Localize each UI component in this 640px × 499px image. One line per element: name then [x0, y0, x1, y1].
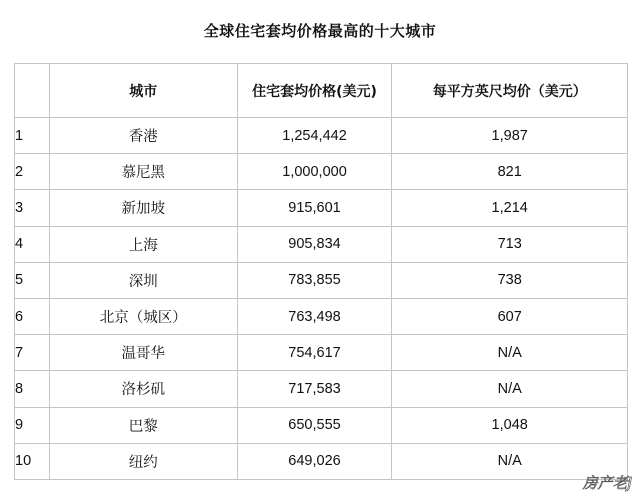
avg-price-cell: 783,855 — [237, 262, 392, 298]
header-rank — [15, 64, 50, 118]
table-row — [15, 407, 628, 443]
city-cell: 温哥华 — [49, 335, 237, 371]
table-row — [15, 154, 628, 190]
watermark-logo: 房产老J — [582, 474, 632, 492]
per-sqft-cell: 821 — [392, 154, 628, 190]
avg-price-cell: 649,026 — [237, 443, 392, 479]
rank-cell: 8 — [15, 371, 50, 407]
table-title: 全球住宅套均价格最高的十大城市 — [203, 22, 437, 40]
per-sqft-cell: 738 — [392, 262, 628, 298]
table-row — [15, 226, 628, 262]
per-sqft-cell: 607 — [392, 298, 628, 334]
avg-price-cell: 650,555 — [237, 407, 392, 443]
city-cell: 慕尼黑 — [49, 154, 237, 190]
avg-price-cell: 754,617 — [237, 335, 392, 371]
avg-price-cell: 1,254,442 — [237, 118, 392, 154]
table-body — [15, 118, 628, 480]
city-cell: 上海 — [49, 226, 237, 262]
table-row — [15, 371, 628, 407]
rank-cell: 4 — [15, 226, 50, 262]
per-sqft-cell: 713 — [392, 226, 628, 262]
avg-price-cell: 763,498 — [237, 298, 392, 334]
rank-cell: 6 — [15, 298, 50, 334]
table-row — [15, 190, 628, 226]
per-sqft-cell: N/A — [392, 335, 628, 371]
rank-cell: 5 — [15, 262, 50, 298]
header-per-sqft: 每平方英尺均价（美元） — [392, 64, 628, 118]
city-cell: 纽约 — [49, 443, 237, 479]
rank-cell: 3 — [15, 190, 50, 226]
rank-cell: 9 — [15, 407, 50, 443]
table-row — [15, 262, 628, 298]
header-avg-price: 住宅套均价格(美元) — [237, 64, 392, 118]
city-cell: 新加坡 — [49, 190, 237, 226]
per-sqft-cell: N/A — [392, 371, 628, 407]
city-cell: 深圳 — [49, 262, 237, 298]
avg-price-cell: 717,583 — [237, 371, 392, 407]
city-cell: 洛杉矶 — [49, 371, 237, 407]
per-sqft-cell: 1,987 — [392, 118, 628, 154]
per-sqft-cell: 1,048 — [392, 407, 628, 443]
city-cell: 香港 — [49, 118, 237, 154]
avg-price-cell: 905,834 — [237, 226, 392, 262]
rank-cell: 10 — [15, 443, 50, 479]
table-row — [15, 335, 628, 371]
header-row — [15, 64, 628, 118]
rank-cell: 2 — [15, 154, 50, 190]
table-row — [15, 443, 628, 479]
table-row — [15, 298, 628, 334]
city-cell: 北京（城区） — [49, 298, 237, 334]
rank-cell: 1 — [15, 118, 50, 154]
city-cell: 巴黎 — [49, 407, 237, 443]
per-sqft-cell: 1,214 — [392, 190, 628, 226]
table-row — [15, 118, 628, 154]
price-table — [14, 63, 628, 480]
avg-price-cell: 915,601 — [237, 190, 392, 226]
rank-cell: 7 — [15, 335, 50, 371]
avg-price-cell: 1,000,000 — [237, 154, 392, 190]
per-sqft-cell: N/A — [392, 443, 628, 479]
header-city: 城市 — [49, 64, 237, 118]
